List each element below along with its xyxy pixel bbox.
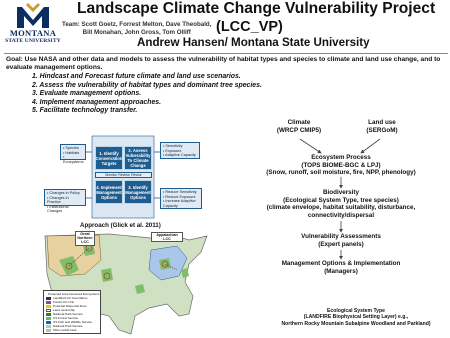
detail-item: • Ecosystems (63, 155, 84, 164)
legend-swatch (46, 301, 51, 304)
legend-label: Other public land (53, 328, 77, 332)
legend-swatch (46, 313, 51, 316)
arrow-climate-to-eco (300, 139, 321, 153)
management-node (256, 260, 426, 275)
legend-label: National Park Service (53, 312, 83, 316)
team-credits (62, 21, 211, 36)
note-title: Ecological System Type (327, 308, 385, 314)
detail-item: • Reduce Sensitivity (163, 190, 197, 194)
aim-item: 5. Facilitate technology transfer. (32, 107, 138, 115)
targets-detail-box (60, 144, 86, 164)
logo-line-1: MONTANA (9, 28, 57, 38)
detail-item: • Adaptive Capacity (163, 153, 196, 158)
adaptation-cycle-diagram (40, 132, 205, 222)
legend-label: US Fish and Wildlife Service (53, 320, 93, 324)
land-use-input (352, 119, 412, 134)
legend-label: Land ownership (53, 308, 75, 312)
detail-item: • Species (63, 146, 79, 150)
ecological-system-type-note (261, 308, 450, 327)
aims-list (32, 73, 262, 116)
arrow-landuse-to-eco (361, 139, 380, 153)
climate-source: (WRCP CMIP5) (276, 126, 322, 134)
presenter-name: Andrew Hansen/ Montana State University (137, 36, 370, 49)
node-model: (TOPS BIOME-BGC & LPJ) (301, 161, 381, 169)
node-model: (Ecological System Type, tree species) (283, 196, 399, 204)
header-divider (4, 53, 448, 54)
vulnerability-detail-box (160, 142, 200, 159)
diagram-caption: Approach (Glick et al. 2011) (80, 222, 161, 229)
montana-m-icon (16, 3, 50, 29)
goal-statement: Goal: Use NASA and other data and models to assess the vulnerability of habitat types and species to climate and land use change, and to evaluate management options. (6, 56, 441, 72)
legend-swatch (46, 325, 51, 328)
legend-swatch (46, 309, 51, 312)
climate-input (262, 119, 336, 134)
detail-item: • Exposure (163, 148, 182, 153)
legend-label: Landfire/LCC boundaries (53, 296, 88, 300)
note-source: (LANDFIRE Biophysical Setting Layer) e.g., (303, 314, 409, 321)
detail-item: • Institutional Changes (47, 204, 69, 214)
note-example: Northern Rocky Mountain Subalpine Woodland and Parkland) (281, 320, 431, 327)
detail-item: • Changes in Practice (47, 195, 69, 205)
us-lcc-map (39, 230, 211, 338)
legend-label: Potential Dispersal Zone (53, 304, 87, 308)
aim-item: 4. Implement management approaches. (32, 98, 162, 106)
step-implement-options: 4. Implement Management Options (95, 180, 123, 204)
page-title: Landscape Climate Change Vulnerability Project (77, 0, 436, 17)
legend-row (46, 328, 98, 332)
node-detail: (Managers) (324, 267, 358, 275)
detail-item: • Changes in Policy (47, 191, 80, 195)
node-detail: (Expert panels) (318, 240, 364, 248)
node-title: Management Options & Implementation (281, 260, 401, 267)
legend-swatch (46, 321, 51, 324)
appalachian-lcc-label: Appalachian LCC (151, 232, 183, 242)
legend-label: Focal LCC Unit (53, 300, 74, 304)
team-line-1: Team: Scott Goetz, Forrest Melton, Dave Theobald, (62, 21, 212, 28)
detail-item: • Sensitivity (163, 144, 183, 148)
aim-item: 3. Evaluate management options. (32, 90, 142, 98)
node-title: Ecosystem Process (311, 154, 371, 161)
ecosystem-process-node (246, 154, 436, 177)
legend-swatch (46, 297, 51, 300)
legend-swatch (46, 329, 51, 332)
legend-label: Protected Area Centered Ecosystems (48, 292, 100, 296)
legend-swatch (46, 317, 51, 320)
node-detail: (Snow, runoff, soil moisture, fire, NPP, phenology) (266, 169, 416, 177)
step-assess-vulnerability: 2. Assess Vulnerability To Climate Change (125, 148, 151, 168)
climate-label: Climate (287, 119, 311, 126)
land-use-label: Land use (368, 119, 396, 126)
node-detail: (climate envelope, habitat suitability, disturbance, (266, 204, 416, 212)
legend-swatch (46, 305, 51, 308)
detail-item: • Increase Adaptive Capacity (163, 199, 196, 208)
node-title: Biodiversity (322, 189, 360, 196)
detail-item: • Reduce Exposure (163, 194, 196, 199)
options-detail-box (160, 188, 202, 209)
node-title: Vulnerability Assessments (301, 233, 381, 240)
biodiversity-node (246, 189, 436, 219)
legend-label: National Park Service (53, 324, 83, 328)
page-subtitle: (LCC_VP) (216, 19, 283, 35)
node-detail: connectivity/dispersal (307, 211, 375, 219)
great-northern-lcc-label: Great Northern LCC (75, 231, 95, 246)
msu-logo (2, 3, 64, 47)
land-use-source: (SERGoM) (366, 126, 398, 134)
team-line-2: Bill Monahan, John Gross, Tom Olliff (82, 28, 191, 36)
logo-line-2: STATE UNIVERSITY (5, 38, 61, 44)
map-legend (43, 290, 101, 334)
legend-label: US Forest Service (53, 316, 79, 320)
step-identify-options: 3. Identify Management Options (124, 180, 152, 204)
implementation-detail-box (44, 189, 86, 214)
aim-item: 1. Hindcast and Forecast future climate and land use scenarios. (32, 73, 241, 80)
aim-item: 2. Assess the vulnerability of habitat types and dominant tree species. (32, 81, 262, 89)
step-identify-targets: 1. Identify Conservation Targets (95, 146, 123, 170)
monitor-review-bar: Monitor, Review, Revise (95, 172, 152, 178)
detail-item: • Habitats (63, 150, 80, 155)
vulnerability-node (270, 233, 412, 248)
